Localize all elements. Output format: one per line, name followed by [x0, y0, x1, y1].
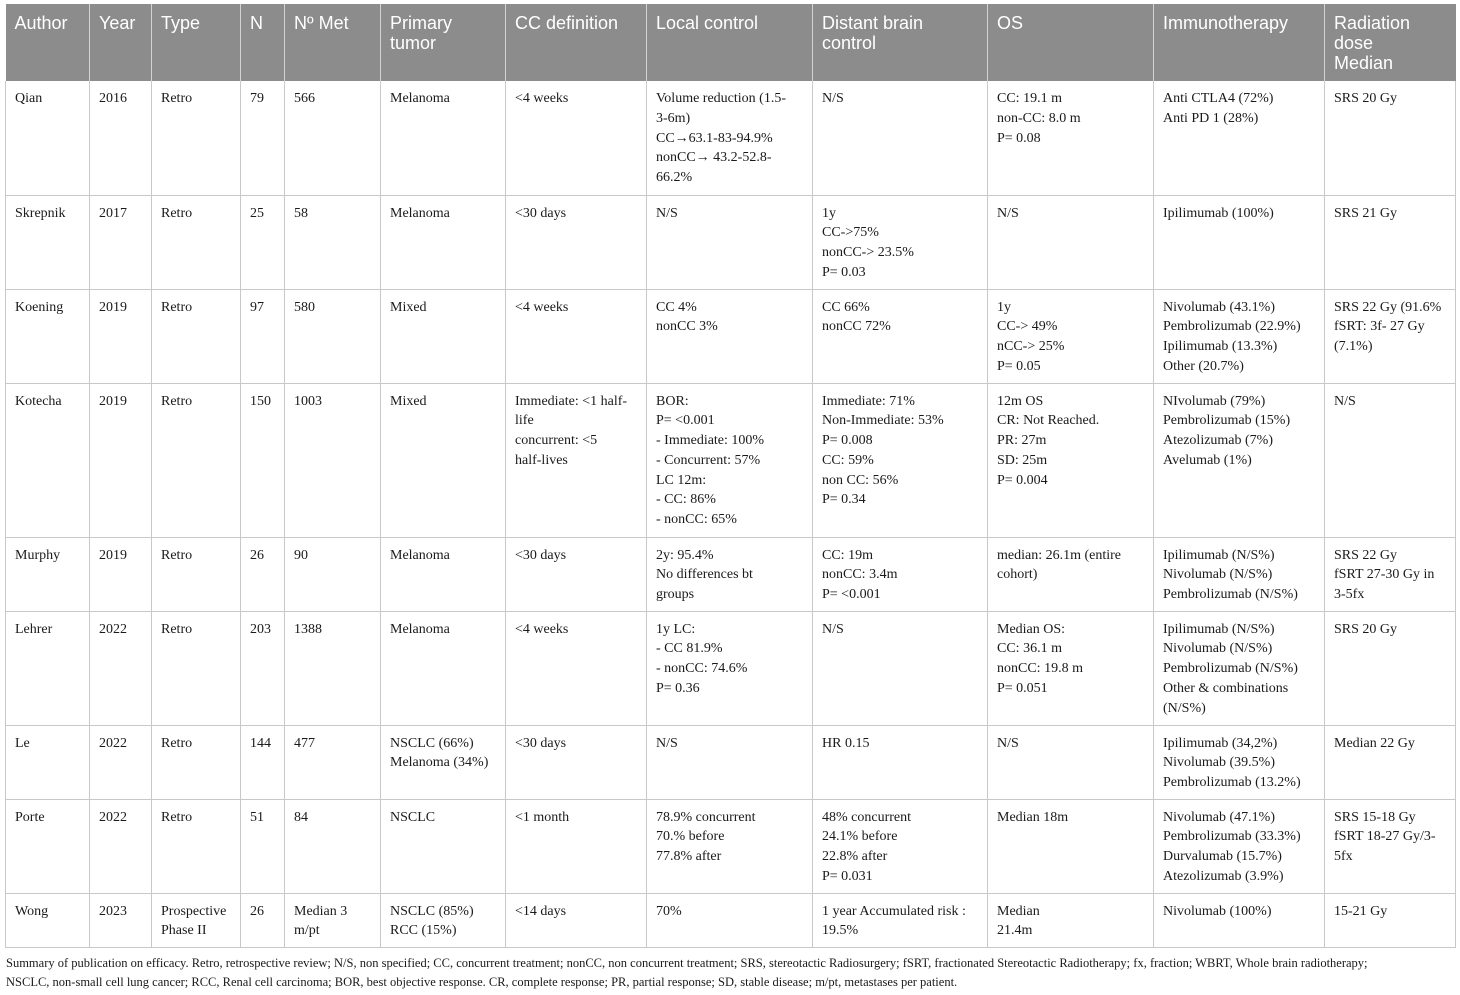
column-header: Local control	[647, 4, 813, 81]
table-cell: Koening	[6, 289, 90, 383]
table-cell: SRS 15-18 Gy fSRT 18-27 Gy/3- 5fx	[1325, 799, 1456, 893]
table-cell: 1 year Accumulated risk : 19.5%	[813, 893, 988, 947]
table-cell: Mixed	[381, 289, 506, 383]
column-header: Author	[6, 4, 90, 81]
table-cell: 2y: 95.4% No differences bt groups	[647, 537, 813, 611]
table-cell: Lehrer	[6, 611, 90, 725]
table-row	[6, 81, 1456, 195]
table-cell: SRS 22 Gy fSRT 27-30 Gy in 3-5fx	[1325, 537, 1456, 611]
table-row	[6, 799, 1456, 893]
table-cell: Prospective Phase II	[152, 893, 241, 947]
table-cell: <30 days	[506, 537, 647, 611]
table-cell: Ipilimumab (34,2%) Nivolumab (39.5%) Pembrolizumab (13.2%)	[1154, 725, 1325, 799]
table-cell: 51	[241, 799, 285, 893]
table-row	[6, 725, 1456, 799]
table-row	[6, 893, 1456, 947]
table-cell: Ipilimumab (N/S%) Nivolumab (N/S%) Pembrolizumab (N/S%)	[1154, 537, 1325, 611]
table-cell: CC 4% nonCC 3%	[647, 289, 813, 383]
table-cell: 26	[241, 893, 285, 947]
efficacy-table-figure	[5, 4, 1455, 993]
table-cell: NSCLC (66%) Melanoma (34%)	[381, 725, 506, 799]
table-cell: Immediate: 71% Non-Immediate: 53% P= 0.008 CC: 59% non CC: 56% P= 0.34	[813, 383, 988, 537]
table-cell: CC 66% nonCC 72%	[813, 289, 988, 383]
table-cell: 90	[285, 537, 381, 611]
table-cell: 580	[285, 289, 381, 383]
table-cell: HR 0.15	[813, 725, 988, 799]
table-cell: Median OS: CC: 36.1 m nonCC: 19.8 m P= 0.051	[988, 611, 1154, 725]
table-cell: <4 weeks	[506, 611, 647, 725]
table-cell: 1388	[285, 611, 381, 725]
table-cell: 84	[285, 799, 381, 893]
table-cell: 2022	[90, 725, 152, 799]
table-cell: Anti CTLA4 (72%) Anti PD 1 (28%)	[1154, 81, 1325, 195]
table-cell: <14 days	[506, 893, 647, 947]
table-cell: Retro	[152, 611, 241, 725]
table-cell: 2016	[90, 81, 152, 195]
table-cell: Median 22 Gy	[1325, 725, 1456, 799]
table-body	[6, 81, 1456, 947]
table-row	[6, 289, 1456, 383]
table-cell: Melanoma	[381, 611, 506, 725]
table-cell: SRS 20 Gy	[1325, 81, 1456, 195]
table-cell: NSCLC (85%) RCC (15%)	[381, 893, 506, 947]
table-cell: Median 18m	[988, 799, 1154, 893]
table-cell: 203	[241, 611, 285, 725]
table-cell: Murphy	[6, 537, 90, 611]
table-cell: NIvolumab (79%) Pembrolizumab (15%) Atezolizumab (7%) Avelumab (1%)	[1154, 383, 1325, 537]
table-cell: Mixed	[381, 383, 506, 537]
table-cell: Porte	[6, 799, 90, 893]
table-row	[6, 383, 1456, 537]
table-cell: 70%	[647, 893, 813, 947]
table-cell: 1y CC-> 49% nCC-> 25% P= 0.05	[988, 289, 1154, 383]
table-cell: Le	[6, 725, 90, 799]
column-header: Distant brain control	[813, 4, 988, 81]
table-cell: N/S	[647, 195, 813, 289]
table-cell: 97	[241, 289, 285, 383]
column-header: OS	[988, 4, 1154, 81]
table-cell: Median 3 m/pt	[285, 893, 381, 947]
table-cell: 1y LC: - CC 81.9% - nonCC: 74.6% P= 0.36	[647, 611, 813, 725]
table-cell: Retro	[152, 537, 241, 611]
column-header: CC definition	[506, 4, 647, 81]
table-cell: 1y CC->75% nonCC-> 23.5% P= 0.03	[813, 195, 988, 289]
efficacy-summary-table	[5, 4, 1456, 948]
table-row	[6, 537, 1456, 611]
table-cell: Retro	[152, 195, 241, 289]
table-cell: Nivolumab (47.1%) Pembrolizumab (33.3%) Durvalumab (15.7%) Atezolizumab (3.9%)	[1154, 799, 1325, 893]
table-cell: 1003	[285, 383, 381, 537]
table-cell: Ipilimumab (100%)	[1154, 195, 1325, 289]
table-cell: Median 21.4m	[988, 893, 1154, 947]
table-cell: Retro	[152, 289, 241, 383]
table-cell: 48% concurrent 24.1% before 22.8% after P= 0.031	[813, 799, 988, 893]
table-cell: SRS 21 Gy	[1325, 195, 1456, 289]
table-cell: N/S	[988, 725, 1154, 799]
table-cell: 15-21 Gy	[1325, 893, 1456, 947]
table-caption: Summary of publication on efficacy. Retro, retrospective review; N/S, non specified; CC, concurrent treatment; nonCC, non concurrent treatment; SRS, stereotactic Radiosurgery; fSRT, fractionated Stereotactic Radiotherapy; fx, fraction; WBRT, Whole brain radiotherapy; NSCLC, non-small cell lung cancer; RCC, Renal cell carcinoma; BOR, best objective response. CR, complete response; PR, partial response; SD, stable disease; m/pt, metastases per patient.	[6, 955, 1368, 989]
table-cell: <4 weeks	[506, 289, 647, 383]
column-header: Year	[90, 4, 152, 81]
table-cell: Immediate: <1 half- life concurrent: <5 half-lives	[506, 383, 647, 537]
table-cell: SRS 22 Gy (91.6% fSRT: 3f- 27 Gy (7.1%)	[1325, 289, 1456, 383]
table-cell: BOR: P= <0.001 - Immediate: 100% - Concurrent: 57% LC 12m: - CC: 86% - nonCC: 65%	[647, 383, 813, 537]
table-cell: 2019	[90, 289, 152, 383]
table-cell: SRS 20 Gy	[1325, 611, 1456, 725]
table-cell: N/S	[988, 195, 1154, 289]
table-cell: <1 month	[506, 799, 647, 893]
table-cell: <4 weeks	[506, 81, 647, 195]
table-header-row	[6, 4, 1456, 81]
table-cell: Melanoma	[381, 195, 506, 289]
table-row	[6, 611, 1456, 725]
table-cell: Volume reduction (1.5- 3-6m) CC→63.1-83-94.9% nonCC→ 43.2-52.8- 66.2%	[647, 81, 813, 195]
table-cell: N/S	[813, 611, 988, 725]
column-header: Nº Met	[285, 4, 381, 81]
table-cell: CC: 19.1 m non-CC: 8.0 m P= 0.08	[988, 81, 1154, 195]
column-header: Type	[152, 4, 241, 81]
table-cell: Retro	[152, 799, 241, 893]
table-cell: 2017	[90, 195, 152, 289]
table-cell: median: 26.1m (entire cohort)	[988, 537, 1154, 611]
table-cell: Melanoma	[381, 81, 506, 195]
column-header: Radiation dose Median	[1325, 4, 1456, 81]
table-cell: 2023	[90, 893, 152, 947]
table-cell: NSCLC	[381, 799, 506, 893]
table-cell: 26	[241, 537, 285, 611]
table-cell: Nivolumab (43.1%) Pembrolizumab (22.9%) Ipilimumab (13.3%) Other (20.7%)	[1154, 289, 1325, 383]
table-cell: <30 days	[506, 725, 647, 799]
table-row	[6, 195, 1456, 289]
table-cell: 566	[285, 81, 381, 195]
table-cell: 58	[285, 195, 381, 289]
table-cell: Kotecha	[6, 383, 90, 537]
column-header: Immunotherapy	[1154, 4, 1325, 81]
table-cell: Qian	[6, 81, 90, 195]
table-cell: N/S	[813, 81, 988, 195]
table-cell: 78.9% concurrent 70.% before 77.8% after	[647, 799, 813, 893]
table-cell: Melanoma	[381, 537, 506, 611]
table-cell: Retro	[152, 725, 241, 799]
table-cell: 2019	[90, 383, 152, 537]
table-cell: Ipilimumab (N/S%) Nivolumab (N/S%) Pembrolizumab (N/S%) Other & combinations (N/S%)	[1154, 611, 1325, 725]
table-cell: CC: 19m nonCC: 3.4m P= <0.001	[813, 537, 988, 611]
table-cell: 2019	[90, 537, 152, 611]
table-cell: <30 days	[506, 195, 647, 289]
table-cell: N/S	[647, 725, 813, 799]
table-cell: Retro	[152, 81, 241, 195]
table-cell: 144	[241, 725, 285, 799]
table-cell: 79	[241, 81, 285, 195]
table-cell: 2022	[90, 611, 152, 725]
table-cell: 2022	[90, 799, 152, 893]
table-cell: Nivolumab (100%)	[1154, 893, 1325, 947]
column-header: N	[241, 4, 285, 81]
table-cell: 477	[285, 725, 381, 799]
table-cell: Retro	[152, 383, 241, 537]
table-cell: 25	[241, 195, 285, 289]
table-cell: 150	[241, 383, 285, 537]
table-cell: Wong	[6, 893, 90, 947]
column-header: Primary tumor	[381, 4, 506, 81]
table-cell: N/S	[1325, 383, 1456, 537]
table-cell: Skrepnik	[6, 195, 90, 289]
table-cell: 12m OS CR: Not Reached. PR: 27m SD: 25m P= 0.004	[988, 383, 1154, 537]
